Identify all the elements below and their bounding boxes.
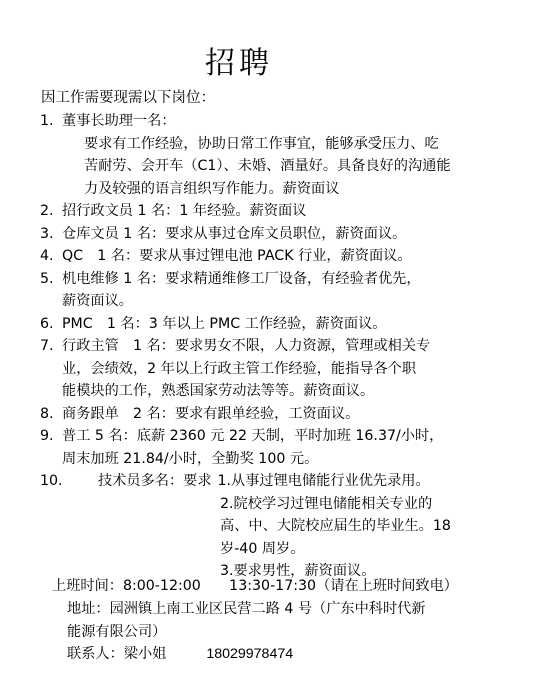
job-number: 7.	[40, 338, 54, 354]
job-number: 2.	[40, 203, 54, 219]
address	[67, 598, 537, 643]
contact-phone: 18029978474	[206, 646, 294, 662]
job-requirement-line: 2.院校学习过锂电储能相关专业的	[220, 495, 433, 512]
job-description-cont: 周末加班 21.84/小时，全勤奖 100 元。	[62, 450, 319, 467]
job-description-cont: 业，会绩效，2 年以上行政主管工作经验，能指导各个职	[62, 360, 417, 377]
job-requirement-line: 高、中、大院校应届生的毕业生。18	[220, 518, 451, 534]
job-item-9	[40, 425, 535, 470]
job-number: 1.	[40, 113, 54, 129]
job-number: 3.	[40, 225, 54, 242]
work-hours: 上班时间：8:00-12:00 13:30-17:30（请在上班时间致电）	[52, 578, 458, 594]
job-item-2	[40, 200, 535, 223]
contact-label: 联系人：梁小姐	[67, 646, 167, 662]
job-number: 4.	[40, 248, 54, 264]
job-description: 行政主管 1 名：要求男女不限，人力资源，管理或相关专	[62, 338, 431, 354]
intro-text: 因工作需要现需以下岗位：	[41, 90, 215, 106]
address-line: 能源有限公司）	[67, 623, 167, 640]
job-number: 10.	[40, 473, 63, 489]
job-description: 机电维修 1 名：要求精通维修工厂设备，有经验者优先，	[62, 270, 421, 287]
job-requirement-line: 力及较强的语言组织写作能力。薪资面议	[84, 180, 340, 197]
job-item-10	[40, 470, 535, 583]
job-title: 技术员多名：要求	[98, 473, 212, 489]
job-item-5	[40, 268, 535, 313]
job-item-1	[40, 110, 535, 200]
job-requirement-line: 3.要求男性，薪资面议。	[220, 563, 376, 579]
page-title: 招聘	[205, 46, 273, 81]
job-item-7	[40, 335, 535, 403]
job-requirement-line: 1.从事过锂电储能行业优先录用。	[217, 473, 430, 489]
job-number: 5.	[40, 270, 54, 287]
job-description: 仓库文员 1 名：要求从事过仓库文员职位，薪资面议。	[62, 225, 407, 242]
job-requirement-line: 岁-40 周岁。	[220, 540, 305, 557]
job-description-cont: 薪资面议。	[62, 293, 133, 309]
job-requirement-line: 要求有工作经验，协助日常工作事宜，能够承受压力、吃	[84, 135, 439, 152]
job-item-4	[40, 245, 535, 268]
job-description: 商务跟单 2 名：要求有跟单经验，工资面议。	[62, 405, 360, 422]
job-item-8	[40, 403, 535, 426]
contact	[67, 643, 293, 663]
job-description: 普工 5 名：底薪 2360 元 22 天制，平时加班 16.37/小时，	[62, 428, 444, 444]
job-number: 8.	[40, 405, 54, 422]
job-requirement-line: 苦耐劳、会开车（C1）、未婚、酒量好。具备良好的沟通能	[84, 158, 451, 174]
job-item-3	[40, 223, 535, 246]
job-description: PMC 1 名：3 年以上 PMC 工作经验，薪资面议。	[62, 315, 387, 332]
job-title: 董事长助理一名：	[62, 113, 176, 129]
job-description: 招行政文员 1 名：1 年经验。薪资面议	[62, 203, 307, 219]
job-description-cont: 能模块的工作，熟悉国家劳动法等等。薪资面议。	[62, 383, 375, 399]
job-item-6	[40, 313, 535, 336]
job-number: 6.	[40, 315, 54, 332]
job-description: QC 1 名：要求从事过锂电池 PACK 行业，薪资面议。	[62, 248, 412, 264]
address-line: 地址：园洲镇上南工业区民营二路 4 号（广东中科时代新	[67, 601, 426, 617]
job-list	[40, 110, 535, 583]
job-number: 9.	[40, 428, 54, 444]
